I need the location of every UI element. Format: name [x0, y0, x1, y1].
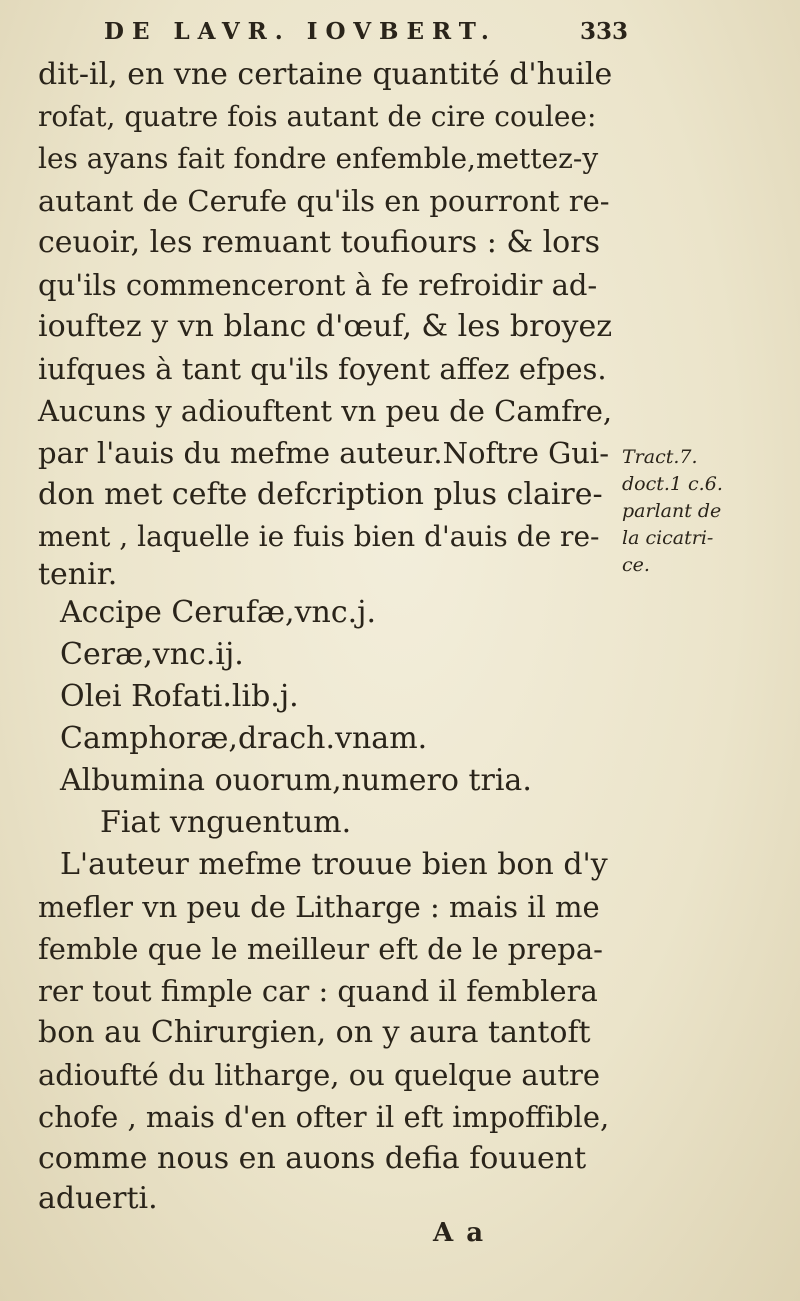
closing-line: chofe , mais d'en ofter il eft impoffible,: [38, 1100, 610, 1134]
body-line: rofat, quatre fois autant de cire coulee:: [38, 100, 597, 133]
body-line: qu'ils commenceront à fe refroidir ad-: [38, 268, 598, 302]
margin-note-line: parlant de: [622, 500, 722, 522]
page-number: 333: [580, 18, 629, 45]
closing-line: rer tout fimple car : quand il femblera: [38, 974, 598, 1008]
body-line: iufques à tant qu'ils foyent affez efpes.: [38, 352, 607, 386]
closing-line: comme nous en auons defia fouuent: [38, 1141, 587, 1176]
body-line: par l'auis du mefme auteur.Noftre Gui-: [38, 436, 609, 470]
recipe-line: Camphoræ,drach.vnam.: [60, 721, 428, 756]
signature-mark: A a: [433, 1218, 486, 1248]
body-line: don met cefte defcription plus claire-: [38, 477, 603, 512]
closing-line: aduerti.: [38, 1181, 158, 1216]
body-line: ceuoir, les remuant toufiours : & lors: [38, 225, 600, 260]
margin-note-line: Tract.7.: [622, 446, 698, 468]
body-line: Aucuns y adiouftent vn peu de Camfre,: [38, 394, 613, 428]
running-title: DE LAVR. IOVBERT.: [104, 18, 497, 45]
recipe-line: Olei Rofati.lib.j.: [60, 679, 299, 714]
recipe-line: Albumina ouorum,numero tria.: [60, 763, 532, 798]
margin-note-line: ce.: [622, 554, 650, 576]
body-line: tenir.: [38, 557, 118, 592]
body-line: autant de Cerufe qu'ils en pourront re-: [38, 184, 610, 218]
closing-line: adioufté du litharge, ou quelque autre: [38, 1058, 600, 1092]
body-line: ment , laquelle ie fuis bien d'auis de re-: [38, 520, 600, 553]
body-line: les ayans fait fondre enfemble,mettez-y: [38, 142, 599, 175]
recipe-line: Accipe Cerufæ,vnc.j.: [60, 595, 377, 630]
running-head: [0, 14, 800, 48]
body-line: dit-il, en vne certaine quantité d'huile: [38, 57, 613, 92]
margin-note-line: la cicatri-: [622, 527, 714, 549]
recipe-line: Ceræ,vnc.ij.: [60, 637, 244, 672]
closing-line: bon au Chirurgien, on y aura tantoft: [38, 1015, 591, 1050]
body-line: iouftez y vn blanc d'œuf, & les broyez: [38, 309, 613, 344]
closing-line: L'auteur mefme trouue bien bon d'y: [60, 847, 608, 882]
margin-note-line: doct.1 c.6.: [622, 473, 723, 495]
closing-line: femble que le meilleur eft de le prepa-: [38, 932, 603, 966]
recipe-line: Fiat vnguentum.: [100, 805, 352, 840]
closing-line: mefler vn peu de Litharge : mais il me: [38, 890, 600, 924]
